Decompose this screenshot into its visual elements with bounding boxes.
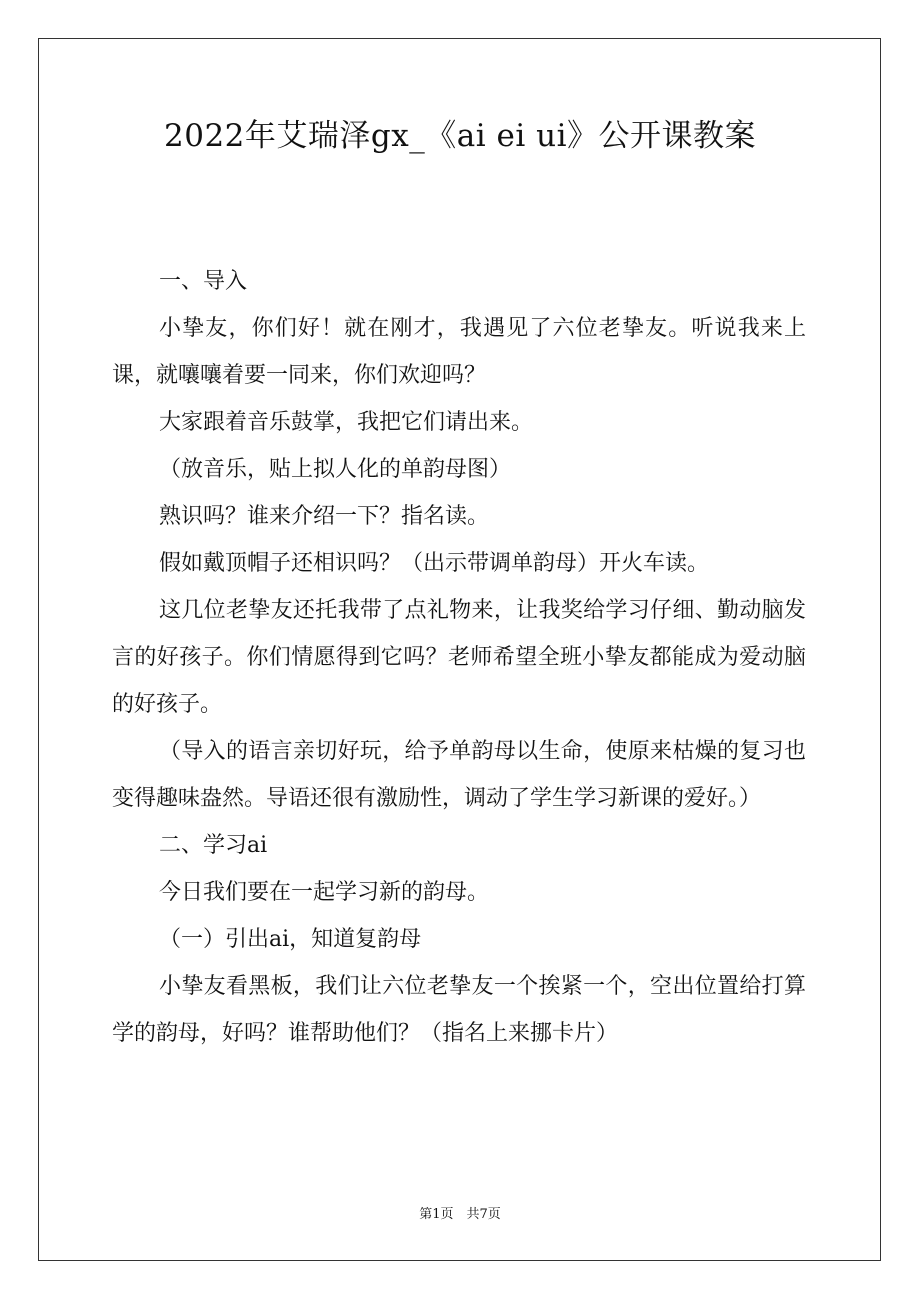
section-heading-intro: 一、导入	[159, 269, 248, 294]
paragraph: 小挚友看黑板，我们让六位老挚友一个挨紧一个，空出位置给打算学的韵母，好吗？谁帮助他们？（指名上来挪卡片）	[112, 974, 806, 1046]
page-number-footer: 第1页 共7页	[419, 1207, 501, 1222]
paragraph: 这几位老挚友还托我带了点礼物来，让我奖给学习仔细、勤动脑发言的好孩子。你们情愿得到它吗？老师希望全班小挚友都能成为爱动脑的好孩子。	[112, 598, 806, 717]
paragraph: 大家跟着音乐鼓掌，我把它们请出来。	[159, 410, 534, 435]
paragraph: 今日我们要在一起学习新的韵母。	[159, 880, 490, 905]
paragraph: （放音乐，贴上拟人化的单韵母图）	[159, 457, 512, 482]
paragraph: 假如戴顶帽子还相识吗？（出示带调单韵母）开火车读。	[159, 551, 710, 576]
document-title: 2022年艾瑞泽gx_《ai ei ui》公开课教案	[164, 118, 756, 154]
subsection-heading: （一）引出ai，知道复韵母	[159, 927, 422, 952]
paragraph: 小挚友，你们好！就在刚才，我遇见了六位老挚友。听说我来上课，就嚷嚷着要一同来，你们欢迎吗？	[112, 316, 806, 388]
document-body	[112, 258, 806, 1057]
section-heading-learn-ai: 二、学习ai	[159, 833, 268, 858]
paragraph: （导入的语言亲切好玩，给予单韵母以生命，使原来枯燥的复习也变得趣味盎然。导语还很有激励性，调动了学生学习新课的爱好。）	[112, 739, 806, 811]
paragraph: 熟识吗？谁来介绍一下？指名读。	[159, 504, 490, 529]
